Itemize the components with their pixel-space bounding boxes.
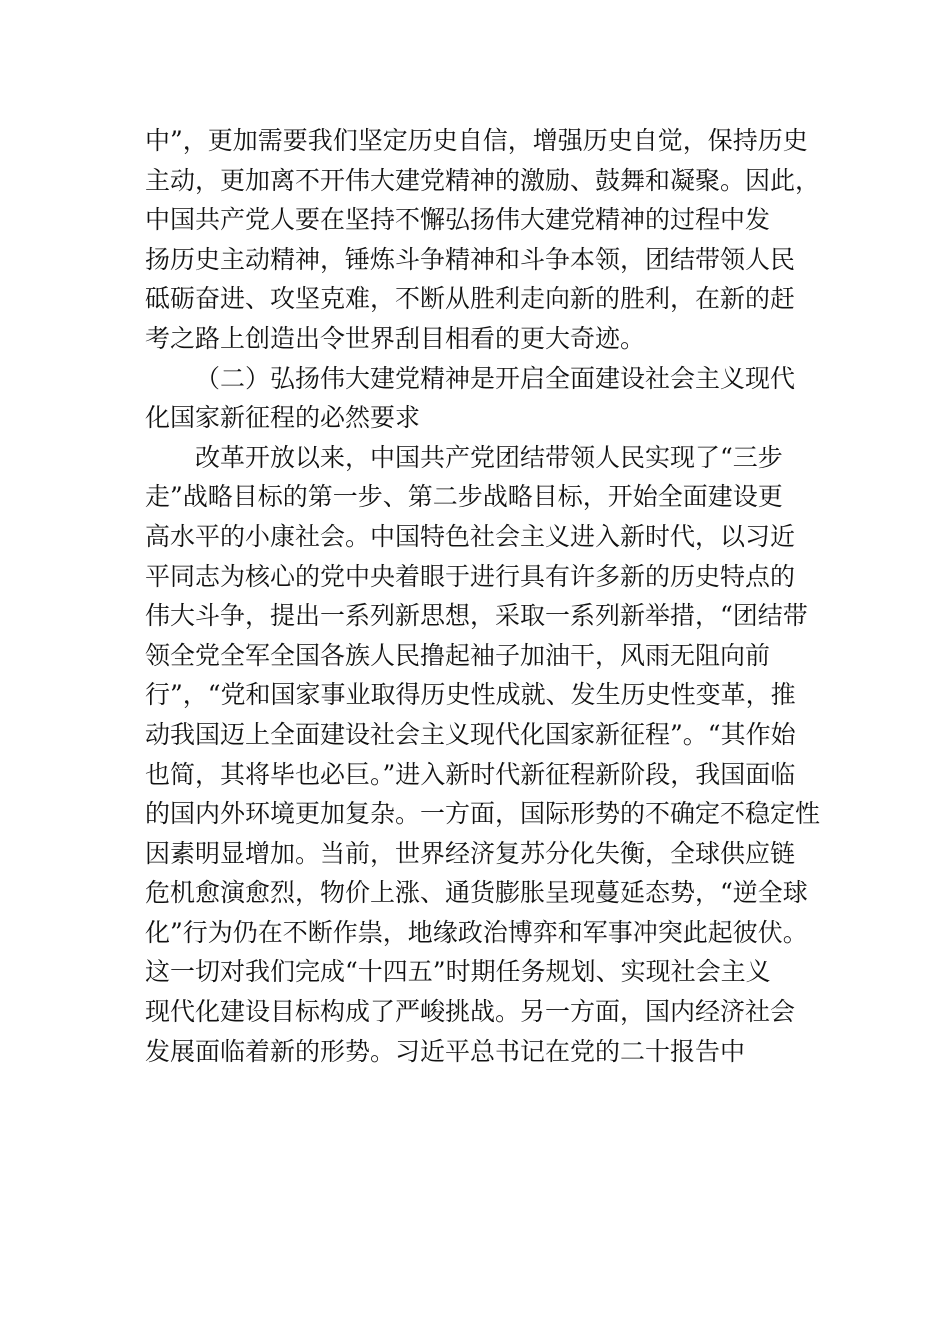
- text-line: 危机愈演愈烈，物价上涨、通货膨胀呈现蔓延态势，“逆全球: [145, 878, 808, 908]
- text-line: 主动，更加离不开伟大建党精神的激励、鼓舞和凝聚。因此，: [145, 165, 821, 195]
- text-line: 这一切对我们完成“十四五”时期任务规划、实现社会主义: [145, 957, 771, 987]
- text-line: 现代化建设目标构成了严峻挑战。另一方面，国内经济社会: [145, 997, 796, 1027]
- body-text: [145, 121, 821, 1071]
- text-line: 扬历史主动精神，锤炼斗争精神和斗争本领，团结带领人民: [145, 244, 796, 274]
- text-line: 砥砺奋进、攻坚克难，不断从胜利走向新的胜利，在新的赶: [145, 284, 796, 314]
- text-line: 的国内外环境更加复杂。一方面，国际形势的不确定不稳定性: [145, 799, 821, 829]
- text-line: 走”战略目标的第一步、第二步战略目标，开始全面建设更: [145, 482, 783, 512]
- text-line: 化”行为仍在不断作祟，地缘政治博弈和军事冲突此起彼伏。: [145, 917, 808, 947]
- text-line: 发展面临着新的形势。习近平总书记在党的二十报告中: [145, 1036, 746, 1066]
- text-line: 考之路上创造出令世界刮目相看的更大奇迹。: [145, 323, 646, 353]
- text-line: 高水平的小康社会。中国特色社会主义进入新时代，以习近: [145, 521, 796, 551]
- text-line: 平同志为核心的党中央着眼于进行具有许多新的历史特点的: [145, 561, 796, 591]
- section-heading-line: （二）弘扬伟大建党精神是开启全面建设社会主义现代: [195, 363, 796, 393]
- text-line: 中国共产党人要在坚持不懈弘扬伟大建党精神的过程中发: [145, 205, 771, 235]
- text-line: 伟大斗争，提出一系列新思想，采取一系列新举措，“团结带: [145, 601, 808, 631]
- text-line: 也简，其将毕也必巨。”进入新时代新征程新阶段，我国面临: [145, 759, 796, 789]
- section-heading-line: 化国家新征程的必然要求: [145, 403, 421, 433]
- text-line: 因素明显增加。当前，世界经济复苏分化失衡，全球供应链: [145, 838, 796, 868]
- text-line: 领全党全军全国各族人民撸起袖子加油干，风雨无阻向前: [145, 640, 771, 670]
- text-line: 中”，更加需要我们坚定历史自信，增强历史自觉，保持历史: [145, 126, 808, 155]
- text-line: 动我国迈上全面建设社会主义现代化国家新征程”。“其作始: [145, 719, 796, 749]
- text-line: 行”，“党和国家事业取得历史性成就、发生历史性变革，推: [145, 680, 796, 710]
- text-line: 改革开放以来，中国共产党团结带领人民实现了“三步: [195, 442, 783, 472]
